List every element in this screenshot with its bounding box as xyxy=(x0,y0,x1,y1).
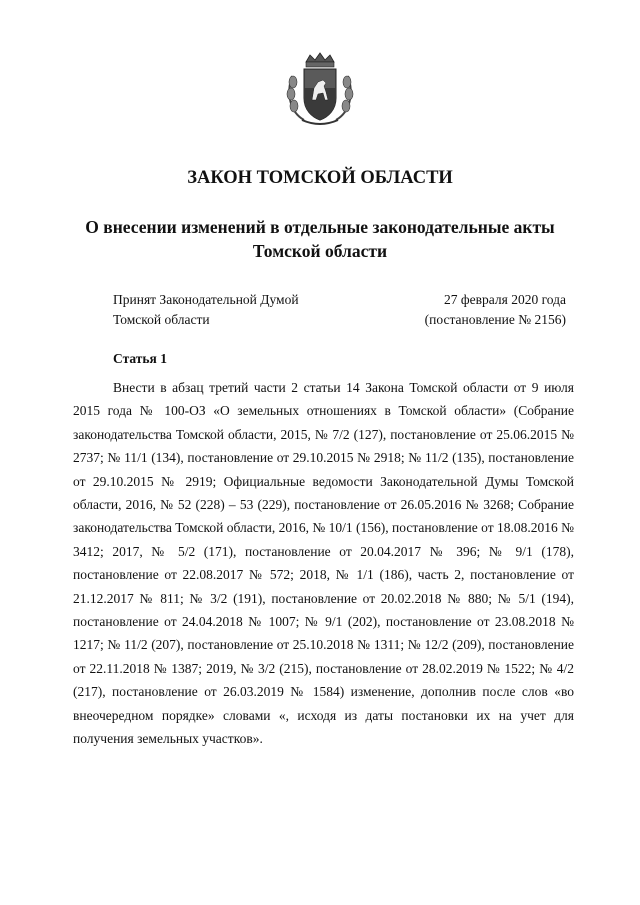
law-title: ЗАКОН ТОМСКОЙ ОБЛАСТИ xyxy=(187,168,453,188)
adopted-by-line-2: Томской области xyxy=(113,312,210,327)
adopted-by-line-1: Принят Законодательной Думой xyxy=(113,292,299,307)
adoption-date-block xyxy=(370,290,566,330)
resolution-number: (постановление № 2156) xyxy=(424,312,566,327)
article-heading: Статья 1 xyxy=(113,351,167,366)
law-subtitle: О внесении изменений в отдельные законодательные акты Томской области xyxy=(85,217,555,261)
article-body: Внести в абзац третий части 2 статьи 14 Закона Томской области от 9 июля 2015 года № 100-ОЗ «О земельных отношениях в Томской области» (Собрание законодательства Томской области, 2015, № 7/2 (127), постановление от 25.06.2015 № 2737; № 11/1 (134), постановление от 29.10.2015 № 2918; № 11/2 (135), постановление от 29.10.2015 № 2919; Официальные ведомости Законодательной Думы Томской области, 2016, № 52 (228) – 53 (229), постановление от 26.05.2016 № 3268; Собрание законодательства Томской области, 2016, № 10/1 (156), постановление от 18.08.2016 № 3412; 2017, № 5/2 (171), постановление от 20.04.2017 № 396; № 9/1 (178), постановление от 22.08.2017 № 572; 2018, № 1/1 (186), часть 2, постановление от 21.12.2017 № 811; № 3/2 (191), постановление от 20.02.2018 № 880; № 5/1 (194), постановление от 24.04.2018 № 1007; № 9/1 (202), постановление от 23.08.2018 № 1217; № 11/2 (207), постановление от 25.10.2018 № 1311; № 12/2 (209), постановление от 22.11.2018 № 1387; 2019, № 3/2 (215), постановление от 28.02.2019 № 1522; № 4/2 (217), постановление от 26.03.2019 № 1584) изменение, дополнив после слов «во внеочередном порядке» словами «, исходя из даты постановки их на учет для получения земельных участков». xyxy=(73,380,574,747)
adoption-date: 27 февраля 2020 года xyxy=(444,292,566,307)
coat-of-arms-icon xyxy=(284,52,356,128)
adopted-by-block xyxy=(113,290,299,330)
